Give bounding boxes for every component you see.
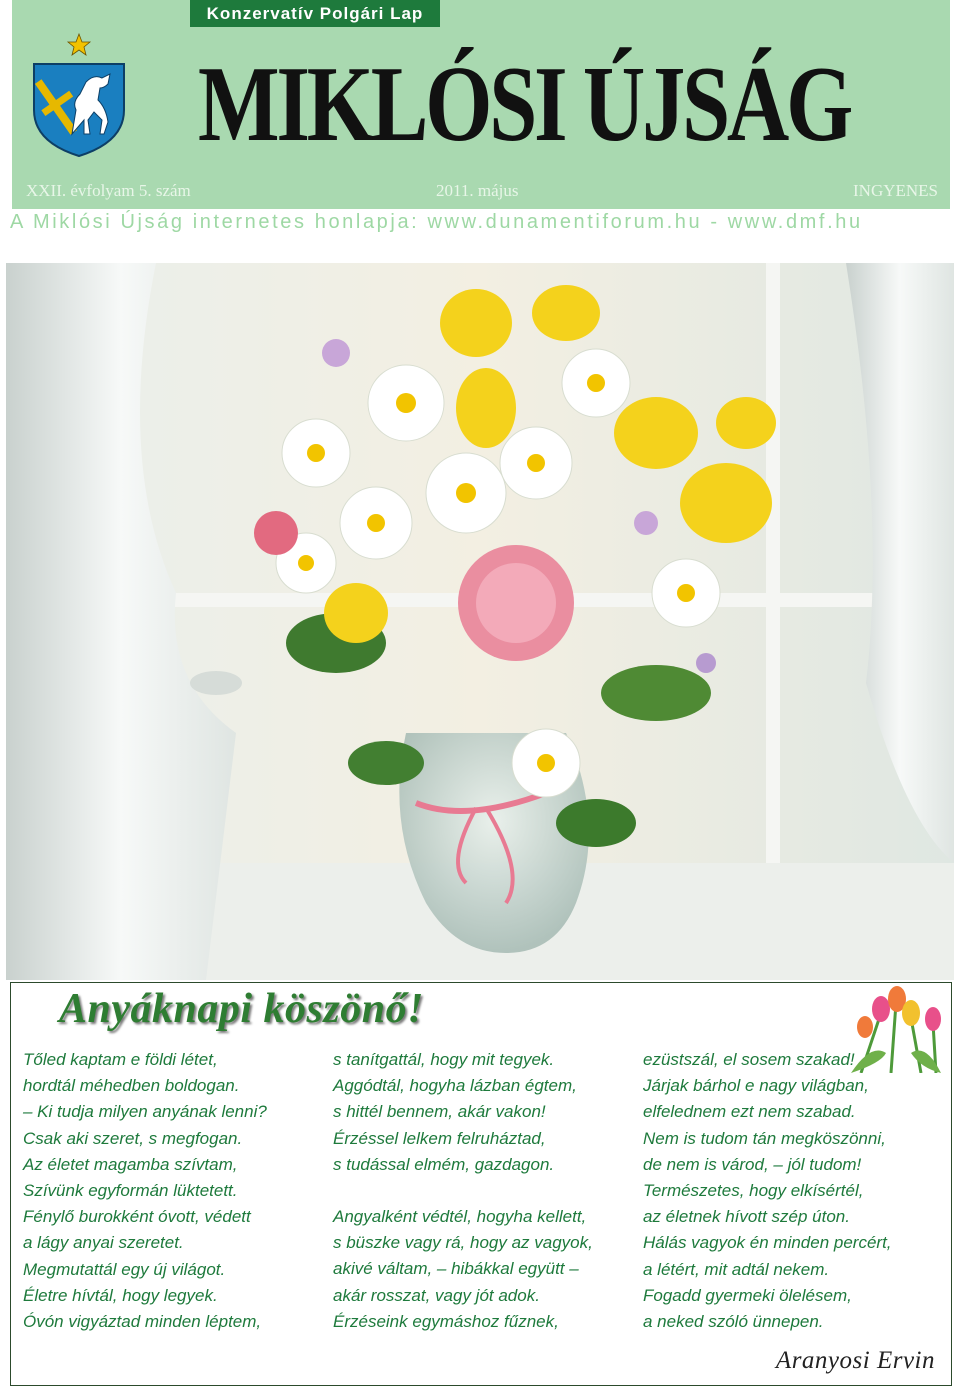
poem-column-3 [643,1047,943,1335]
poem-line: Járjak bárhol e nagy világban, [643,1076,869,1096]
poem-line: s tudással elmém, gazdagon. [333,1154,555,1174]
coat-of-arms-icon [24,30,134,160]
poem-line: az életnek hívott szép úton. [643,1207,850,1227]
poem-line: hordtál méhedben boldogan. [23,1076,240,1096]
poem-line: a lágy anyai szeretet. [23,1233,184,1253]
poem-line: Óvón vigyáztad minden léptem, [23,1312,262,1332]
poem-line: Életre hívtál, hogy legyek. [23,1285,218,1305]
poem-column-2 [333,1047,639,1335]
poem-line: Természetes, hogy elkísértél, [643,1181,864,1201]
newspaper-title: MIKLÓSI ÚJSÁG [198,45,851,164]
poem-line: Megmutattál egy új világot. [23,1259,226,1279]
poem-line: s büszke vagy rá, hogy az vagyok, [333,1233,593,1253]
issue-date: 2011. május [436,181,519,200]
poem-line: Hálás vagyok én minden percért, [643,1233,892,1253]
poem-line: akár rosszat, vagy jót adok. [333,1285,540,1305]
poem-line: Angyalként védtél, hogyha kellett, [333,1207,587,1227]
website-line: A Miklósi Újság internetes honlapja: www.dunamentiforum.hu - www.dmf.hu [10,211,863,233]
issue-number: XXII. évfolyam 5. szám [26,181,191,200]
poem-line: Érzéssel lelkem felruháztad, [333,1128,546,1148]
poem-line: Fénylő burokként óvott, védett [23,1207,251,1227]
poem-title: Anyáknapi köszönő! [59,986,424,1032]
poem-line: elfelednem ezt nem szabad. [643,1102,856,1122]
poem-line: Az életet magamba szívtam, [23,1154,238,1174]
poem-line: a neked szóló ünnepen. [643,1312,824,1332]
poem-line: Fogadd gyermeki ölelésem, [643,1285,852,1305]
poem-line: Szívünk egyformán lüktetett. [23,1181,238,1201]
poem-box [10,982,952,1386]
cover-photo [6,263,954,980]
price-label: INGYENES [853,181,938,200]
poem-line: Aggódtál, hogyha lázban égtem, [333,1076,577,1096]
poem-line: akivé váltam, – hibákkal együtt – [333,1259,579,1279]
poem-column-1 [23,1047,323,1335]
poem-line: a létért, mit adtál nekem. [643,1259,830,1279]
poem-line: Csak aki szeret, s megfogan. [23,1128,243,1148]
poem-line: de nem is várod, – jól tudom! [643,1154,862,1174]
stanza-gap [333,1178,639,1204]
poem-line: Tőled kaptam e földi létet, [23,1050,218,1069]
poem-line: Érzéseink egymáshoz fűznek, [333,1311,559,1331]
series-label: Konzervatív Polgári Lap [190,0,440,27]
poem-line: – Ki tudja milyen anyának lenni? [23,1102,267,1122]
issue-info-row [26,180,938,202]
poem-line: s hittél bennem, akár vakon! [333,1102,546,1122]
poem-line: Nem is tudom tán megköszönni, [643,1128,886,1148]
poem-line: ezüstszál, el sosem szakad! [643,1050,855,1069]
poem-author: Aranyosi Ervin [775,1347,935,1374]
poem-line: s tanítgattál, hogy mit tegyek. [333,1050,555,1069]
